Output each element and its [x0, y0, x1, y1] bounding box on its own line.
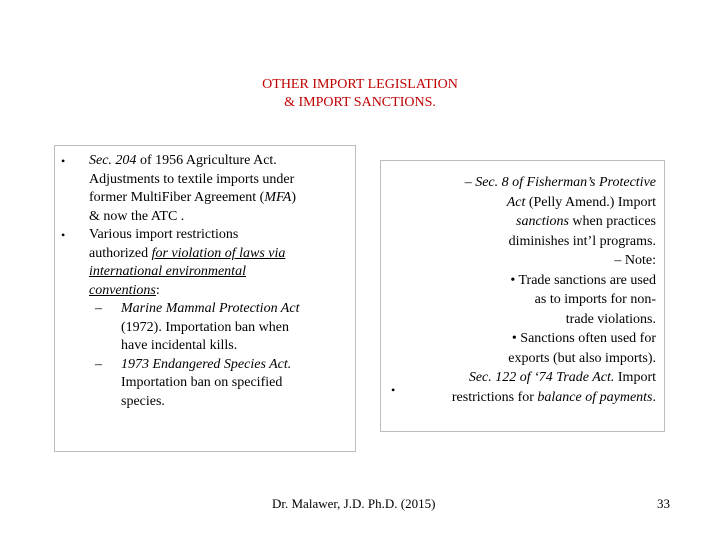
right-text-box	[380, 160, 665, 432]
right-line-4: diminishes int’l programs.	[508, 233, 656, 249]
right-line-1: – Sec. 8 of Fisherman’s Protective	[464, 175, 656, 190]
title-line-2: & IMPORT SANCTIONS.	[284, 95, 436, 110]
sub-marine-mammal	[55, 300, 347, 356]
dash-glyph: –	[95, 356, 102, 372]
sub1-line2: (1972). Importation ban when	[121, 319, 289, 335]
bullet2-line2a: authorized	[89, 245, 152, 261]
sec-204-ref: Sec. 204	[89, 153, 137, 168]
mmpa-title: Marine Mammal Protection Act	[121, 301, 300, 316]
right-line-8: trade violations.	[565, 311, 656, 327]
left-text-box	[54, 145, 356, 452]
sub2-line3: species.	[121, 393, 165, 409]
right-line-3b: when practices	[568, 214, 656, 229]
title-line-1: OTHER IMPORT LEGISLATION	[262, 77, 458, 92]
sub2-line2: Importation ban on specified	[121, 375, 283, 390]
sub1-line3: have incidental kills.	[121, 338, 238, 353]
right-line-3a: sanctions	[516, 214, 569, 229]
dash-glyph: –	[95, 301, 102, 316]
bullet1-line3-end: )	[291, 190, 296, 205]
right-outer-bullet: •	[391, 383, 396, 397]
bullet2-line3: international environmental	[89, 264, 246, 279]
bullet2-line2b: for violation of laws via	[151, 245, 286, 261]
bullet2-line4: conventions	[89, 282, 156, 298]
page-number: 33	[657, 496, 670, 511]
bullet-sec-204	[55, 152, 347, 226]
bullet1-line2: Adjustments to textile imports under	[89, 171, 295, 187]
bullet1-line3: former MultiFiber Agreement (	[89, 190, 265, 205]
right-line-2b: (Pelly Amend.) Import	[525, 194, 656, 210]
bullet2-line4-end: :	[155, 282, 160, 298]
right-line-7: as to imports for non-	[534, 292, 656, 307]
bullet-import-restrictions	[55, 226, 347, 300]
right-line-2a: Act	[506, 194, 526, 210]
bullet-glyph: •	[61, 228, 66, 242]
bullet1-line4: & now the ATC .	[89, 208, 185, 224]
right-line-12c: .	[652, 389, 656, 405]
esa-title: 1973 Endangered Species Act.	[121, 356, 292, 372]
sub-endangered-species	[55, 356, 347, 412]
right-line-12a: restrictions for	[451, 389, 538, 405]
mfa-abbrev: MFA	[264, 190, 292, 205]
bullet2-line1: Various import restrictions	[89, 227, 239, 242]
bullet1-text: of 1956 Agriculture Act.	[136, 153, 277, 168]
balance-of-payments: balance of payments	[537, 389, 653, 405]
bullet-glyph: •	[61, 154, 66, 168]
right-line-9: • Sanctions often used for	[511, 331, 656, 346]
footer-author: Dr. Malawer, J.D. Ph.D. (2015)	[272, 496, 436, 511]
right-line-6: • Trade sanctions are used	[510, 272, 656, 288]
right-line-11b: Import	[614, 370, 656, 385]
sec-122-ref: Sec. 122 of ‘74 Trade Act.	[468, 370, 615, 385]
right-line-10: exports (but also imports).	[508, 350, 656, 366]
right-line-5: – Note:	[614, 253, 656, 268]
slide-title	[160, 76, 560, 112]
